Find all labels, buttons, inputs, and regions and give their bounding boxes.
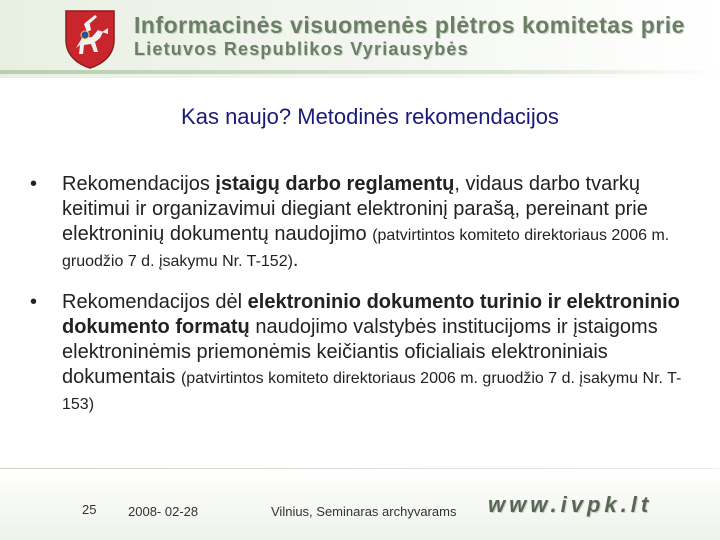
footer-date: 2008- 02-28 — [128, 504, 199, 519]
bullet-text-normal: Rekomendacijos dėl — [62, 291, 248, 313]
slide-title: Kas naujo? Metodinės rekomendacijos — [181, 104, 559, 129]
bullet-text-normal: , vidaus darbo tvarkų keitimui ir organizavimui diegiant elektroninį parašą, pereinant prie elektroninių dokumentų naudojimo — [62, 173, 648, 245]
bullet-text-approval-note: (patvirtintos komiteto direktoriaus 2006 m. gruodžio 7 d. įsakymu Nr. T-152) — [62, 227, 670, 270]
footer-event: Vilnius, Seminaras archyvarams — [271, 504, 457, 519]
bullet-marker: • — [30, 173, 38, 195]
bullet-text-normal: . — [292, 249, 299, 271]
footer-divider — [0, 468, 720, 469]
vytis-coat-of-arms-icon — [62, 8, 118, 70]
bullet-text-bold: įstaigų darbo reglamentų — [215, 173, 455, 195]
bullet-text-normal: Rekomendacijos — [62, 173, 216, 195]
organization-name-line1: Informacinės visuomenės plėtros komitetas prie — [134, 12, 685, 38]
bullet-item-1 — [28, 172, 700, 274]
slide-header — [0, 0, 720, 78]
website-url: www.ivpk.lt — [488, 492, 653, 517]
header-divider — [0, 70, 720, 74]
organization-name-line2: Lietuvos Respublikos Vyriausybės — [134, 39, 469, 59]
bullet-marker: • — [30, 291, 38, 313]
bullet-list — [28, 172, 700, 417]
bullet-text-normal: naudojimo valstybės institucijoms ir įstaigoms elektroninėmis priemonėmis keičiantis oficialiais elektroniniais dokumentais — [62, 316, 658, 388]
page-number: 25 — [82, 502, 97, 517]
bullet-text-approval-note: (patvirtintos komiteto direktoriaus 2006 m. gruodžio 7 d. įsakymu Nr. T-153) — [62, 370, 682, 413]
bullet-item-2 — [28, 290, 700, 417]
bullet-text-bold: elektroninio dokumento turinio ir elektroninio dokumento formatų — [62, 291, 680, 338]
